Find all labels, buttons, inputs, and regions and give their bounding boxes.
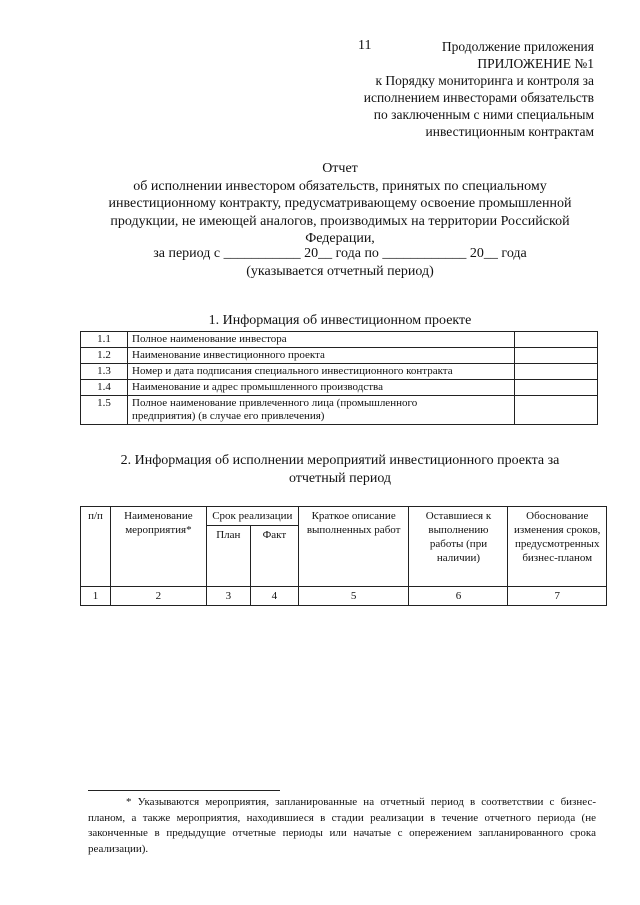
column-number-cell: 2 bbox=[111, 587, 207, 606]
row-number: 1.5 bbox=[81, 396, 128, 425]
table-row bbox=[81, 396, 598, 425]
header-line: по заключенным с ними специальным bbox=[373, 107, 594, 122]
row-number: 1.3 bbox=[81, 364, 128, 380]
column-number-cell: 6 bbox=[409, 587, 508, 606]
column-number-cell: 1 bbox=[81, 587, 111, 606]
col-header-term: Срок реализации bbox=[206, 507, 298, 526]
row-value-cell[interactable] bbox=[515, 364, 598, 380]
column-number-cell: 4 bbox=[250, 587, 298, 606]
row-label: Наименование инвестиционного проекта bbox=[128, 348, 515, 364]
row-value-cell[interactable] bbox=[515, 348, 598, 364]
col-header-remaining: Оставшиеся к выполнению работы (при наличии) bbox=[409, 507, 508, 587]
column-number-cell: 5 bbox=[298, 587, 409, 606]
col-header-number: п/п bbox=[81, 507, 111, 587]
row-label: Номер и дата подписания специального инвестиционного контракта bbox=[128, 364, 515, 380]
row-number: 1.1 bbox=[81, 332, 128, 348]
section1-title: 1. Информация об инвестиционном проекте bbox=[208, 313, 472, 328]
row-label: Полное наименование инвестора bbox=[128, 332, 515, 348]
header-line: Продолжение приложения bbox=[441, 39, 594, 54]
row-value-cell[interactable] bbox=[515, 396, 598, 425]
row-number: 1.2 bbox=[81, 348, 128, 364]
section2-title-line: 2. Информация об исполнении мероприятий инвестиционного проекта за bbox=[120, 453, 560, 468]
col-header-plan: План bbox=[206, 526, 250, 587]
section2-title-line: отчетный период bbox=[288, 471, 392, 486]
table-header-row bbox=[81, 507, 607, 526]
page-number: 11 bbox=[358, 38, 372, 53]
col-header-reason: Обоснование изменения сроков, предусмотренных бизнес-планом bbox=[508, 507, 607, 587]
column-number-cell: 3 bbox=[206, 587, 250, 606]
table-row bbox=[81, 380, 598, 396]
row-label: Полное наименование привлеченного лица (промышленного предприятия) (в случае его привлечения) bbox=[128, 396, 515, 425]
header-line: к Порядку мониторинга и контроля за bbox=[375, 73, 594, 88]
col-header-name: Наименование мероприятия* bbox=[111, 507, 207, 587]
row-value-cell[interactable] bbox=[515, 380, 598, 396]
row-value-cell[interactable] bbox=[515, 332, 598, 348]
footnote-divider bbox=[88, 790, 280, 791]
project-info-table bbox=[80, 331, 598, 425]
col-header-brief: Краткое описание выполненных работ bbox=[298, 507, 409, 587]
report-title-word: Отчет bbox=[322, 161, 358, 176]
header-line: ПРИЛОЖЕНИЕ №1 bbox=[477, 56, 594, 71]
col-header-fact: Факт bbox=[250, 526, 298, 587]
header-line: исполнением инвесторами обязательств bbox=[363, 90, 594, 105]
footnote: * Указываются мероприятия, запланированные на отчетный период в соответствии с бизнес-планом, а также мероприятия, находившиеся в стадии реализации в течение отчетного периода (не законченные в предыдущие отчетные периоды или начатые с опережением запланированного срока реализации). bbox=[88, 796, 596, 855]
report-title bbox=[60, 160, 620, 248]
activities-table bbox=[80, 506, 607, 606]
report-period: за период с ___________ 20__ года по ____________ 20__ года bbox=[153, 246, 527, 261]
column-number-cell: 7 bbox=[508, 587, 607, 606]
section2-title bbox=[60, 452, 620, 488]
header-line: инвестиционным контрактам bbox=[425, 124, 594, 139]
table-row bbox=[81, 348, 598, 364]
report-title-description: об исполнении инвестором обязательств, принятых по специальному инвестиционному контракту, предусматривающему освоение промышленной продукции, не имеющей аналогов, производимых на территории Российской Федерации, bbox=[108, 178, 572, 246]
table-row bbox=[81, 587, 607, 606]
appendix-header bbox=[294, 38, 594, 140]
row-label: Наименование и адрес промышленного производства bbox=[128, 380, 515, 396]
table-row bbox=[81, 332, 598, 348]
row-number: 1.4 bbox=[81, 380, 128, 396]
report-period-note: (указывается отчетный период) bbox=[246, 264, 434, 279]
table-row bbox=[81, 364, 598, 380]
